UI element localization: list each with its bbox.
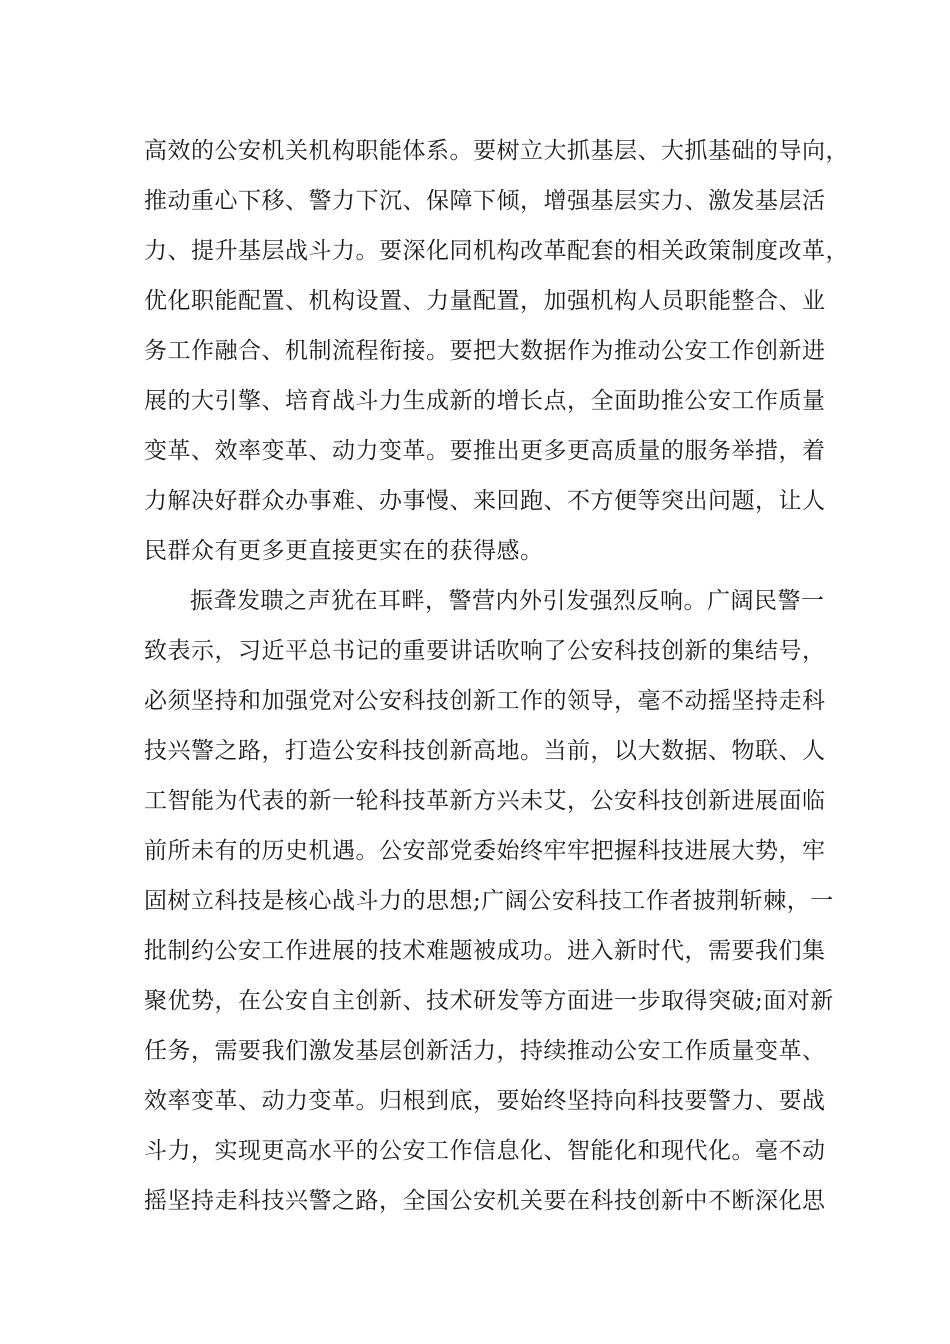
text-line: 批制约公安工作进展的技术难题被成功。进入新时代，需要我们集 (144, 938, 826, 964)
text-line: 民群众有更多更直接更实在的获得感。 (144, 538, 544, 564)
text-line: 高效的公安机关机构职能体系。要树立大抓基层、大抓基础的导向， (144, 138, 849, 164)
text-line: 务工作融合、机制流程衔接。要把大数据作为推动公安工作创新进 (144, 338, 826, 364)
text-line: 必须坚持和加强党对公安科技创新工作的领导，毫不动摇坚持走科 (144, 688, 826, 714)
document-body (144, 126, 849, 1226)
text-line: 聚优势，在公安自主创新、技术研发等方面进一步取得突破;面对新 (144, 988, 834, 1014)
text-line: 固树立科技是核心战斗力的思想;广阔公安科技工作者披荆斩棘，一 (144, 888, 834, 914)
text-line: 前所未有的历史机遇。公安部党委始终牢牢把握科技进展大势，牢 (144, 838, 826, 864)
text-line: 技兴警之路，打造公安科技创新高地。当前，以大数据、物联、人 (144, 738, 826, 764)
text-line: 致表示，习近平总书记的重要讲话吹响了公安科技创新的集结号， (144, 638, 826, 664)
text-line: 力、提升基层战斗力。要深化同机构改革配套的相关政策制度改革， (144, 238, 849, 264)
text-line: 优化职能配置、机构设置、力量配置，加强机构人员职能整合、业 (144, 288, 826, 314)
text-line: 推动重心下移、警力下沉、保障下倾，增强基层实力、激发基层活 (144, 188, 826, 214)
text-line: 斗力，实现更高水平的公安工作信息化、智能化和现代化。毫不动 (144, 1138, 826, 1164)
paragraph-first-line: 振聋发聩之声犹在耳畔，警营内外引发强烈反响。广阔民警一 (190, 588, 825, 614)
text-line: 摇坚持走科技兴警之路，全国公安机关要在科技创新中不断深化思 (144, 1188, 826, 1214)
text-line: 展的大引擎、培育战斗力生成新的增长点，全面助推公安工作质量 (144, 388, 826, 414)
text-line: 效率变革、动力变革。归根到底，要始终坚持向科技要警力、要战 (144, 1088, 826, 1114)
text-line: 变革、效率变革、动力变革。要推出更多更高质量的服务举措，着 (144, 438, 826, 464)
text-line: 任务，需要我们激发基层创新活力，持续推动公安工作质量变革、 (144, 1038, 826, 1064)
text-line: 力解决好群众办事难、办事慢、来回跑、不方便等突出问题，让人 (144, 488, 826, 514)
text-line: 工智能为代表的新一轮科技革新方兴未艾，公安科技创新进展面临 (144, 788, 826, 814)
